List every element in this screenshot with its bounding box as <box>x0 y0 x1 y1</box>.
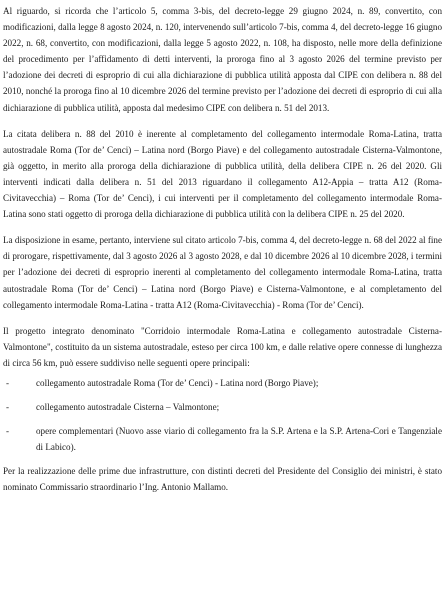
paragraph-3: La disposizione in esame, pertanto, interviene sul citato articolo 7-bis, comma 4, del decreto-legge n. 68 del 2022 al fine di prorogare, rispettivamente, dal 3 agosto 2026 al 3 agosto 2028, e dal 10 dicembre 2026 al 10 dicembre 2028, i termini per l’adozione dei decreti di esproprio inerenti al completamento del collegamento intermodale Roma-Latina, tratta autostradale Roma (Tor de’ Cenci) – Latina nord (Borgo Piave) e Cisterna-Valmontone, e al completamento del collegamento intermodale Roma-Latina - tratta A12 (Roma-Civitavecchia) - Roma (Tor de’ Cenci). <box>3 235 442 310</box>
bullet-dash: - <box>6 402 10 413</box>
list-item-text: collegamento autostradale Cisterna – Valmontone; <box>36 402 220 413</box>
paragraph-2: La citata delibera n. 88 del 2010 è inerente al completamento del collegamento intermodale Roma-Latina, tratta autostradale Roma (Tor de’ Cenci) – Latina nord (Borgo Piave) e del collegamento autostradale Cisterna-Valmontone, già oggetto, in merito alla proroga della dichiarazione di pubblica utilità, della delibera CIPE n. 26 del 2020. Gli interventi indicati dalla delibera n. 51 del 2013 riguardano il collegamento A12-Appia – tratta A12 (Roma-Civitavecchia) – Roma (Tor de’ Cenci), i cui interventi per il completamento del collegamento intermodale Roma-Latina sono stati oggetto di proroga della dichiarazione di pubblica utilità con la delibera CIPE n. 25 del 2020. <box>3 128 442 220</box>
list-item-text: collegamento autostradale Roma (Tor de’ Cenci) - Latina nord (Borgo Piave); <box>36 377 319 388</box>
works-list <box>3 375 442 455</box>
closing-paragraph: Per la realizzazione delle prime due infrastrutture, con distinti decreti del Presidente del Consiglio dei ministri, è stato nominato Commissario straordinario l’Ing. Antonio Mallamo. <box>3 466 442 493</box>
paragraph-1: Al riguardo, si ricorda che l’articolo 5, comma 3-bis, del decreto-legge 29 giugno 2024, n. 89, convertito, con modificazioni, dalla legge 8 agosto 2024, n. 120, intervenendo sull’articolo 7-bis, comma 4, del decreto-legge 16 giugno 2022, n. 68, convertito, con modificazioni, dalla legge 5 agosto 2022, n. 108, ha disposto, nelle more della definizione del procedimento per l’affidamento di detti interventi, la proroga fino al 3 agosto 2026 del termine previsto per l’adozione dei decreti di esproprio di cui alla dichiarazione di pubblica utilità apposta dal CIPE con delibera n. 88 del 2010, nonché la proroga fino al 10 dicembre 2026 del termine previsto per l’adozione dei decreti di esproprio di cui alla dichiarazione di pubblica utilità, apposta dal medesimo CIPE con delibera n. 51 del 2013. <box>3 6 442 113</box>
list-item-text: opere complementari (Nuovo asse viario di collegamento fra la S.P. Artena e la S.P. Artena-Cori e Tangenziale di Labico). <box>36 426 442 453</box>
bullet-dash: - <box>6 426 10 437</box>
bullet-dash: - <box>6 377 10 388</box>
list-item <box>3 375 442 391</box>
list-item <box>3 399 442 415</box>
list-item <box>3 423 442 455</box>
paragraph-4: Il progetto integrato denominato "Corridoio intermodale Roma-Latina e collegamento autostradale Cisterna-Valmontone", costituito da un sistema autostradale, esteso per circa 100 km, e dalle relative opere connesse di lunghezza di circa 56 km, può essere suddiviso nelle seguenti opere principali: <box>3 325 442 368</box>
